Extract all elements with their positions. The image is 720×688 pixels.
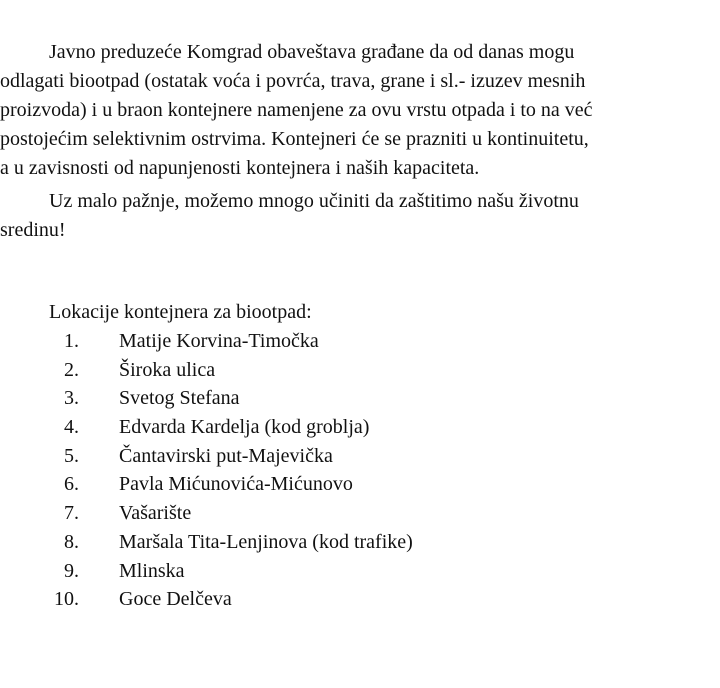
list-item	[0, 499, 720, 528]
list-item-text: Široka ulica	[119, 358, 216, 381]
list-item	[0, 470, 720, 499]
list-item-text: Edvarda Kardelja (kod groblja)	[119, 416, 370, 439]
appeal-paragraph	[0, 187, 720, 245]
list-item	[0, 413, 720, 442]
list-item	[0, 585, 720, 614]
paragraph-line: Uz malo pažnje, možemo mnogo učiniti da zaštitimo našu životnu	[49, 190, 579, 212]
list-item-number: 10.	[54, 588, 79, 611]
list-item-number: 2.	[64, 358, 79, 381]
list-item-text: Mlinska	[119, 559, 185, 582]
list-item	[0, 327, 720, 356]
list-item	[0, 528, 720, 557]
announcement-paragraph	[0, 38, 720, 183]
list-item	[0, 557, 720, 586]
list-item-text: Čantavirski put-Majevička	[119, 444, 333, 467]
list-item-text: Maršala Tita-Lenjinova (kod trafike)	[119, 530, 413, 553]
paragraph-line: Javno preduzeće Komgrad obaveštava građane da od danas mogu	[49, 41, 575, 63]
paragraph-line: a u zavisnosti od napunjenosti kontejnera i naših kapaciteta.	[0, 157, 480, 179]
list-item-number: 9.	[64, 559, 79, 582]
list-item	[0, 442, 720, 471]
list-item-text: Matije Korvina-Timočka	[119, 330, 319, 352]
locations-heading: Lokacije kontejnera za biootpad:	[49, 301, 312, 323]
paragraph-line: postojećim selektivnim ostrvima. Kontejneri će se prazniti u kontinuitetu,	[0, 128, 589, 150]
list-item-number: 5.	[64, 444, 79, 467]
list-item-text: Pavla Mićunovića-Mićunovo	[119, 473, 353, 496]
list-item-text: Goce Delčeva	[119, 588, 232, 611]
document-body	[0, 38, 720, 614]
list-item-number: 4.	[64, 416, 79, 439]
list-item-number: 8.	[64, 530, 79, 553]
paragraph-line: sredinu!	[0, 219, 66, 241]
list-item-number: 1.	[64, 330, 79, 352]
list-item	[0, 356, 720, 385]
list-item-number: 6.	[64, 473, 79, 496]
paragraph-line: odlagati biootpad (ostatak voća i povrća, trava, grane i sl.- izuzev mesnih	[0, 70, 586, 92]
list-item-number: 3.	[64, 387, 79, 410]
list-item	[0, 384, 720, 413]
list-item-number: 7.	[64, 502, 79, 525]
paragraph-line: proizvoda) i u braon kontejnere namenjene za ovu vrstu otpada i to na već	[0, 99, 593, 121]
list-item-text: Svetog Stefana	[119, 387, 240, 410]
list-item-text: Vašarište	[119, 502, 192, 525]
locations-list	[0, 327, 720, 614]
